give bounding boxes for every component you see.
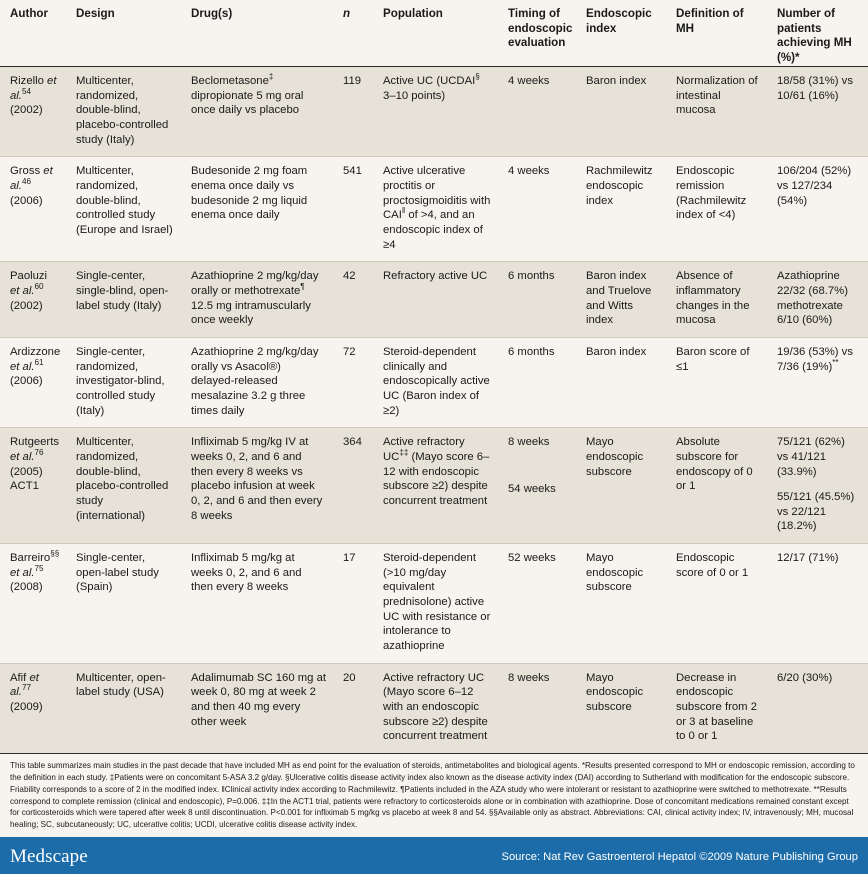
author-reference-number: 77 xyxy=(21,683,31,693)
cell-population: Refractory active UC xyxy=(375,262,500,338)
cell-timing xyxy=(500,663,578,753)
cell-drugs: Azathioprine 2 mg/kg/day orally vs Asacol®) delayed-released mesalazine 3.2 g three times daily xyxy=(183,337,335,427)
author-year: (2008) xyxy=(10,581,43,594)
footnote-marker: ¶ xyxy=(300,282,305,292)
author-surname: Paoluzi xyxy=(10,270,48,283)
number-primary: 19/36 (53%) vs 7/36 (19%)** xyxy=(777,345,853,373)
cell-endoscopic-index: Mayo endoscopic subscore xyxy=(578,428,668,544)
number-spacer xyxy=(777,479,859,490)
cell-number-achieving-mh xyxy=(769,663,868,753)
cell-n: 541 xyxy=(335,157,375,262)
cell-timing xyxy=(500,428,578,544)
cell-design: Multicenter, randomized, double-blind, controlled study (Europe and Israel) xyxy=(68,157,183,262)
cell-n: 20 xyxy=(335,663,375,753)
footnote-marker: § xyxy=(475,72,480,82)
cell-drugs: Adalimumab SC 160 mg at week 0, 80 mg at week 2 and then 40 mg every other week xyxy=(183,663,335,753)
footnote-marker: ‡ xyxy=(268,72,274,82)
cell-n: 42 xyxy=(335,262,375,338)
timing-primary: 8 weeks xyxy=(508,671,550,684)
author-reference-number: 61 xyxy=(34,357,44,367)
author-etal: et al. xyxy=(10,284,35,297)
author-year: (2006) xyxy=(10,375,43,388)
cell-author xyxy=(0,157,68,262)
timing-primary: 6 months xyxy=(508,270,555,283)
cell-design: Single-center, open-label study (Spain) xyxy=(68,544,183,664)
author-footnote-marker: §§ xyxy=(50,549,60,559)
author-reference-number: 76 xyxy=(34,448,44,458)
table-body xyxy=(0,66,868,753)
cell-number-achieving-mh xyxy=(769,544,868,664)
cell-author xyxy=(0,663,68,753)
cell-endoscopic-index: Baron index xyxy=(578,66,668,156)
table-row xyxy=(0,544,868,664)
column-header-n: n xyxy=(335,0,375,66)
cell-endoscopic-index: Baron index and Truelove and Witts index xyxy=(578,262,668,338)
cell-n: 17 xyxy=(335,544,375,664)
cell-endoscopic-index: Rachmilewitz endoscopic index xyxy=(578,157,668,262)
table-row xyxy=(0,428,868,544)
timing-spacer xyxy=(508,471,569,482)
author-surname: Ardizzone xyxy=(10,345,61,358)
cell-number-achieving-mh xyxy=(769,428,868,544)
author-surname: Rizello xyxy=(10,74,44,87)
table-row xyxy=(0,663,868,753)
cell-population: Active refractory UC‡‡ (Mayo score 6–12 with endoscopic subscore ≥2) despite concurrent treatment xyxy=(375,428,500,544)
author-surname: Rutgeerts xyxy=(10,436,59,449)
number-primary: 106/204 (52%) vs 127/234 (54%) xyxy=(777,165,852,207)
column-header-author: Author xyxy=(0,0,68,66)
cell-timing xyxy=(500,66,578,156)
author-reference-number: 46 xyxy=(21,177,31,187)
author-trial-name: ACT1 xyxy=(10,480,39,493)
column-header-timing: Timing of endoscopic evaluation xyxy=(500,0,578,66)
author-etal: et al. xyxy=(10,566,35,579)
cell-definition-mh: Endoscopic remission (Rachmilewitz index of <4) xyxy=(668,157,769,262)
table-row xyxy=(0,66,868,156)
timing-primary: 8 weeks xyxy=(508,436,550,449)
table-footnote: This table summarizes main studies in the past decade that have included MH as end point for the evaluation of steroids, antimetabolites and biological agents. *Results presented correspond to MH or endoscopic remission, according to the definition in each study. ‡Patients were on concomitant 5-ASA 3.2 g/day. §Ulcerative colitis disease activity index also known as the disease activity index (DAI) according to Sutherland with modification for the endoscopic subscore. Friability corresponds to a score of 2 in the modified index. ‖Clinical activity index according to Rachmilewitz. ¶Patients included in the AZA study who were intolerant or resistant to azathioprine were switched to methotrexate. **Results correspond to complete remission (clinical and endoscopic), P=0.006. ‡‡In the ACT1 trial, patients were refractory to corticosteroids alone or in combination with azathioprine. Dose of concomitant medications remained constant except for corticosteroids which were tapered after week 8 until discontinuation. P<0.001 for infliximab 5 mg/kg vs placebo at week 8 and 54. §§Available only as abstract. Abbreviations: CAI, clinical activity index; IV, intravenously; MH, mucosal healing; SC, subcutaneously; UC, ulcerative colitis; UCDI, ulcerative colitis disease activity index. xyxy=(0,754,868,837)
cell-design: Single-center, randomized, investigator-blind, controlled study (Italy) xyxy=(68,337,183,427)
timing-primary: 4 weeks xyxy=(508,74,550,87)
number-primary: 75/121 (62%) vs 41/121 (33.9%) xyxy=(777,436,845,478)
cell-timing xyxy=(500,262,578,338)
number-primary: 6/20 (30%) xyxy=(777,671,833,684)
column-header-number-achieving-mh: Number of patients achieving MH (%)* xyxy=(769,0,868,66)
cell-endoscopic-index: Mayo endoscopic subscore xyxy=(578,544,668,664)
cell-n: 119 xyxy=(335,66,375,156)
footer-bar xyxy=(0,839,868,874)
cell-drugs: Budesonide 2 mg foam enema once daily vs budesonide 2 mg liquid enema once daily xyxy=(183,157,335,262)
author-year: (2005) xyxy=(10,465,43,478)
author-surname: Barreiro xyxy=(10,552,51,565)
cell-author xyxy=(0,262,68,338)
column-header-endoscopic-index: Endoscopic index xyxy=(578,0,668,66)
cell-number-achieving-mh xyxy=(769,66,868,156)
cell-population: Steroid-dependent (>10 mg/day equivalent prednisolone) active UC with resistance or intolerance to azathioprine xyxy=(375,544,500,664)
author-etal: et al. xyxy=(10,671,39,699)
timing-primary: 52 weeks xyxy=(508,552,556,565)
number-secondary: 55/121 (45.5%) vs 22/121 (18.2%) xyxy=(777,491,855,533)
source-credit: Source: Nat Rev Gastroenterol Hepatol ©2009 Nature Publishing Group xyxy=(501,850,858,863)
timing-primary: 6 months xyxy=(508,345,555,358)
column-header-design: Design xyxy=(68,0,183,66)
author-etal: et al. xyxy=(10,360,35,373)
cell-design: Single-center, single-blind, open-label study (Italy) xyxy=(68,262,183,338)
author-text xyxy=(10,436,59,492)
author-etal: et al. xyxy=(10,165,53,192)
cell-drugs: Infliximab 5 mg/kg IV at weeks 0, 2, and 6 and then every 8 weeks vs placebo infusion at week 0, 2, and 6 and then every 8 weeks xyxy=(183,428,335,544)
cell-author xyxy=(0,428,68,544)
cell-number-achieving-mh xyxy=(769,157,868,262)
cell-design: Multicenter, open-label study (USA) xyxy=(68,663,183,753)
footnote-marker: ‡‡ xyxy=(399,448,409,458)
number-primary: 18/58 (31%) vs 10/61 (16%) xyxy=(777,74,853,102)
cell-definition-mh: Endoscopic score of 0 or 1 xyxy=(668,544,769,664)
table-row xyxy=(0,262,868,338)
cell-definition-mh: Baron score of ≤1 xyxy=(668,337,769,427)
cell-definition-mh: Absence of inflammatory changes in the mucosa xyxy=(668,262,769,338)
column-header-drugs: Drug(s) xyxy=(183,0,335,66)
timing-spacer xyxy=(508,461,569,472)
cell-n: 72 xyxy=(335,337,375,427)
cell-author xyxy=(0,544,68,664)
cell-drugs: Beclometasone‡ dipropionate 5 mg oral once daily vs placebo xyxy=(183,66,335,156)
cell-timing xyxy=(500,157,578,262)
author-etal: et al. xyxy=(10,74,57,102)
author-reference-number: 60 xyxy=(34,282,44,292)
cell-endoscopic-index: Baron index xyxy=(578,337,668,427)
cell-number-achieving-mh xyxy=(769,337,868,427)
cell-population: Active UC (UCDAI§ 3–10 points) xyxy=(375,66,500,156)
author-surname: Gross xyxy=(10,165,41,178)
footnote-marker: ** xyxy=(832,357,839,367)
cell-population: Steroid-dependent clinically and endoscopically active UC (Baron index of ≥2) xyxy=(375,337,500,427)
cell-drugs: Azathioprine 2 mg/kg/day orally or methotrexate¶ 12.5 mg intramuscularly once weekly xyxy=(183,262,335,338)
cell-timing xyxy=(500,544,578,664)
cell-number-achieving-mh xyxy=(769,262,868,338)
medscape-logo: Medscape xyxy=(10,845,88,867)
footnote-marker: ‖ xyxy=(401,206,406,216)
cell-design: Multicenter, randomized, double-blind, placebo-controlled study (Italy) xyxy=(68,66,183,156)
cell-definition-mh: Absolute subscore for endoscopy of 0 or 1 xyxy=(668,428,769,544)
cell-population: Active ulcerative proctitis or proctosigmoiditis with CAI‖ of >4, and an endoscopic index of ≥4 xyxy=(375,157,500,262)
number-primary: Azathioprine 22/32 (68.7%) methotrexate 6/10 (60%) xyxy=(777,270,848,327)
author-year: (2009) xyxy=(10,701,43,714)
author-year: (2002) xyxy=(10,104,43,117)
table-row xyxy=(0,337,868,427)
cell-endoscopic-index: Mayo endoscopic subscore xyxy=(578,663,668,753)
author-year: (2002) xyxy=(10,299,43,312)
author-reference-number: 75 xyxy=(34,563,44,573)
author-etal: et al. xyxy=(10,450,35,463)
number-primary: 12/17 (71%) xyxy=(777,552,839,565)
author-surname: Afif xyxy=(10,671,27,684)
cell-author xyxy=(0,337,68,427)
cell-population: Active refractory UC (Mayo score 6–12 with an endoscopic subscore ≥2) despite concurrent treatment xyxy=(375,663,500,753)
cell-definition-mh: Decrease in endoscopic subscore from 2 or 3 at baseline to 0 or 1 xyxy=(668,663,769,753)
author-year: (2006) xyxy=(10,194,43,207)
column-header-population: Population xyxy=(375,0,500,66)
column-header-definition-mh: Definition of MH xyxy=(668,0,769,66)
author-reference-number: 54 xyxy=(21,86,31,96)
cell-n: 364 xyxy=(335,428,375,544)
timing-secondary: 54 weeks xyxy=(508,483,556,496)
cell-author xyxy=(0,66,68,156)
table-header-row xyxy=(0,0,868,66)
cell-definition-mh: Normalization of intestinal mucosa xyxy=(668,66,769,156)
cell-drugs: Infliximab 5 mg/kg at weeks 0, 2, and 6 and then every 8 weeks xyxy=(183,544,335,664)
timing-primary: 4 weeks xyxy=(508,165,550,178)
table-header xyxy=(0,0,868,66)
cell-timing xyxy=(500,337,578,427)
timing-spacer xyxy=(508,450,569,461)
cell-design: Multicenter, randomized, double-blind, placebo-controlled study (international) xyxy=(68,428,183,544)
table-row xyxy=(0,157,868,262)
